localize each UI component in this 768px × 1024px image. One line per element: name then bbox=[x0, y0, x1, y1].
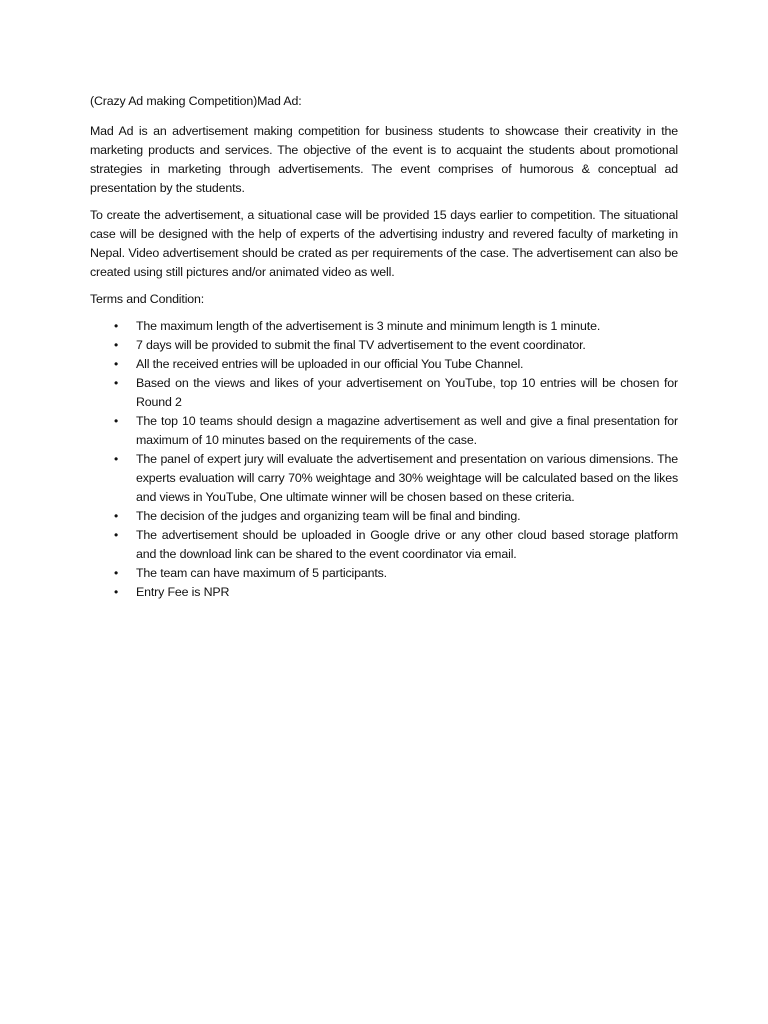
bullet-icon: • bbox=[114, 528, 119, 542]
document-heading: (Crazy Ad making Competition)Mad Ad: bbox=[90, 94, 302, 108]
term-text: The maximum length of the advertisement is 3 minute and minimum length is 1 minute. bbox=[136, 319, 601, 333]
bullet-icon: • bbox=[114, 376, 119, 390]
list-item bbox=[90, 374, 678, 412]
bullet-icon: • bbox=[114, 566, 119, 580]
term-text: The team can have maximum of 5 participants. bbox=[136, 566, 387, 580]
list-item bbox=[90, 450, 678, 507]
list-item bbox=[90, 317, 678, 336]
list-item bbox=[90, 355, 678, 374]
bullet-icon: • bbox=[114, 452, 119, 466]
intro-paragraph: Mad Ad is an advertisement making competition for business students to showcase their creativity in the marketing products and services. The objective of the event is to acquaint the students about promotional strategies in marketing through advertisements. The event comprises of humorous & conceptual ad presentation by the students. bbox=[90, 124, 678, 195]
list-item bbox=[90, 336, 678, 355]
bullet-icon: • bbox=[114, 357, 119, 371]
terms-list bbox=[90, 317, 678, 602]
case-paragraph: To create the advertisement, a situational case will be provided 15 days earlier to competition. The situational case will be designed with the help of experts of the advertising industry and revered faculty of marketing in Nepal. Video advertisement should be crated as per requirements of the case. The advertisement can also be created using still pictures and/or animated video as well. bbox=[90, 208, 678, 279]
term-text: Entry Fee is NPR bbox=[136, 585, 230, 599]
list-item bbox=[90, 526, 678, 564]
term-text: The decision of the judges and organizing team will be final and binding. bbox=[136, 509, 521, 523]
list-item bbox=[90, 583, 678, 602]
document-page bbox=[90, 92, 678, 602]
term-text: 7 days will be provided to submit the final TV advertisement to the event coordinator. bbox=[136, 338, 586, 352]
list-item bbox=[90, 507, 678, 526]
bullet-icon: • bbox=[114, 319, 119, 333]
bullet-icon: • bbox=[114, 509, 119, 523]
bullet-icon: • bbox=[114, 414, 119, 428]
term-text: All the received entries will be uploaded in our official You Tube Channel. bbox=[136, 357, 524, 371]
bullet-icon: • bbox=[114, 585, 119, 599]
term-text: The panel of expert jury will evaluate the advertisement and presentation on various dimensions. The experts evaluation will carry 70% weightage and 30% weightage will be calculated based on the likes and views in YouTube, One ultimate winner will be chosen based on these criteria. bbox=[136, 452, 678, 504]
list-item bbox=[90, 412, 678, 450]
bullet-icon: • bbox=[114, 338, 119, 352]
term-text: The top 10 teams should design a magazine advertisement as well and give a final presentation for maximum of 10 minutes based on the requirements of the case. bbox=[136, 414, 678, 447]
term-text: Based on the views and likes of your advertisement on YouTube, top 10 entries will be chosen for Round 2 bbox=[136, 376, 678, 409]
terms-title: Terms and Condition: bbox=[90, 292, 205, 306]
list-item bbox=[90, 564, 678, 583]
term-text: The advertisement should be uploaded in Google drive or any other cloud based storage platform and the download link can be shared to the event coordinator via email. bbox=[136, 528, 678, 561]
